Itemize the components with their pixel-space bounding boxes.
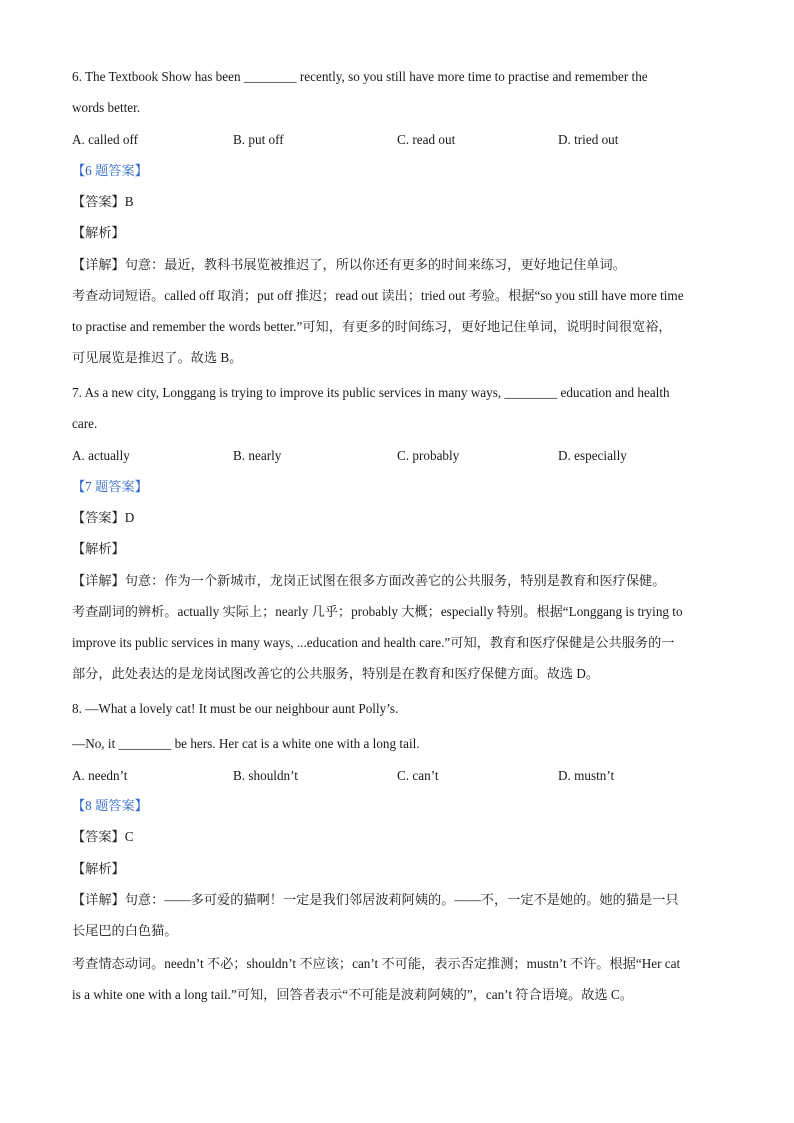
q7-stem-line1: 7. As a new city, Longgang is trying to improve its public services in many ways, ________ education and health xyxy=(72,385,670,400)
q8-stem-line1: 8. —What a lovely cat! It must be our neighbour aunt Polly’s. xyxy=(72,701,399,716)
q6-exp-line3: 可见展览是推迟了。故选 B。 xyxy=(72,350,243,365)
q8-option-d: D. mustn’t xyxy=(558,768,615,783)
q7-option-d: D. especially xyxy=(558,448,627,463)
q7-option-a: A. actually xyxy=(72,448,130,463)
q6-option-c: C. read out xyxy=(397,132,456,147)
q6-stem-line2: words better. xyxy=(72,100,141,115)
q6-exp-line2: to practise and remember the words better.”可知，有更多的时间练习，更好地记住单词，说明时间很宽裕， xyxy=(72,319,672,334)
q7-detail-label: 【详解】 xyxy=(72,573,125,588)
q7-exp-line2: improve its public services in many ways, ...education and health care.”可知，教育和医疗保健是公共服务的一 xyxy=(72,635,675,650)
q8-exp-line1: 考查情态动词。needn’t 不必；shouldn’t 不应该；can’t 不可能，表示否定推测；mustn’t 不许。根据“Her cat xyxy=(72,956,681,971)
q7-detail-text: 句意：作为一个新城市，龙岗正试图在很多方面改善它的公共服务，特别是教育和医疗保健。 xyxy=(124,573,666,588)
q6-exp-line1: 考查动词短语。called off 取消；put off 推迟；read out 读出；tried out 考验。根据“so you still have more time xyxy=(72,288,684,303)
q8-detail-text: 句意：——多可爱的猫啊！一定是我们邻居波莉阿姨的。——不，一定不是她的。她的猫是一只 xyxy=(124,892,679,907)
q6-analysis-label: 【解析】 xyxy=(72,225,125,240)
q8-section-label: 【8 题答案】 xyxy=(72,798,148,813)
q7-answer: 【答案】D xyxy=(72,510,135,525)
q8-detail-line2: 长尾巴的白色猫。 xyxy=(72,923,178,938)
q8-exp-line2: is a white one with a long tail.”可知，回答者表示“不可能是波莉阿姨的”，can’t 符合语境。故选 C。 xyxy=(72,987,633,1002)
q7-detail xyxy=(72,572,665,590)
q6-detail-text: 句意：最近，教科书展览被推迟了，所以你还有更多的时间来练习，更好地记住单词。 xyxy=(124,257,626,272)
q6-answer: 【答案】B xyxy=(72,194,134,209)
q7-analysis-label: 【解析】 xyxy=(72,541,125,556)
q7-option-c: C. probably xyxy=(397,448,460,463)
q8-detail xyxy=(72,891,679,909)
q6-option-d: D. tried out xyxy=(558,132,619,147)
q7-exp-line3: 部分，此处表达的是龙岗试图改善它的公共服务，特别是在教育和医疗保健方面。故选 D。 xyxy=(72,666,600,681)
q8-analysis-label: 【解析】 xyxy=(72,861,125,876)
q8-option-b: B. shouldn’t xyxy=(233,768,298,783)
q6-option-a: A. called off xyxy=(72,132,139,147)
q7-section-label: 【7 题答案】 xyxy=(72,479,148,494)
q6-section-label: 【6 题答案】 xyxy=(72,163,148,178)
q6-option-b: B. put off xyxy=(233,132,284,147)
q6-detail xyxy=(72,256,626,274)
q8-answer: 【答案】C xyxy=(72,829,134,844)
q8-option-c: C. can’t xyxy=(397,768,439,783)
q8-option-a: A. needn’t xyxy=(72,768,128,783)
q7-exp-line1: 考查副词的辨析。actually 实际上；nearly 几乎；probably 大概；especially 特别。根据“Longgang is trying to xyxy=(72,604,683,619)
q6-detail-label: 【详解】 xyxy=(72,257,125,272)
q6-stem-line1: 6. The Textbook Show has been ________ recently, so you still have more time to practise and remember the xyxy=(72,69,648,84)
q8-detail-label: 【详解】 xyxy=(72,892,125,907)
q8-stem-line2: —No, it ________ be hers. Her cat is a white one with a long tail. xyxy=(72,736,420,751)
q7-stem-line2: care. xyxy=(72,416,98,431)
q7-option-b: B. nearly xyxy=(233,448,282,463)
